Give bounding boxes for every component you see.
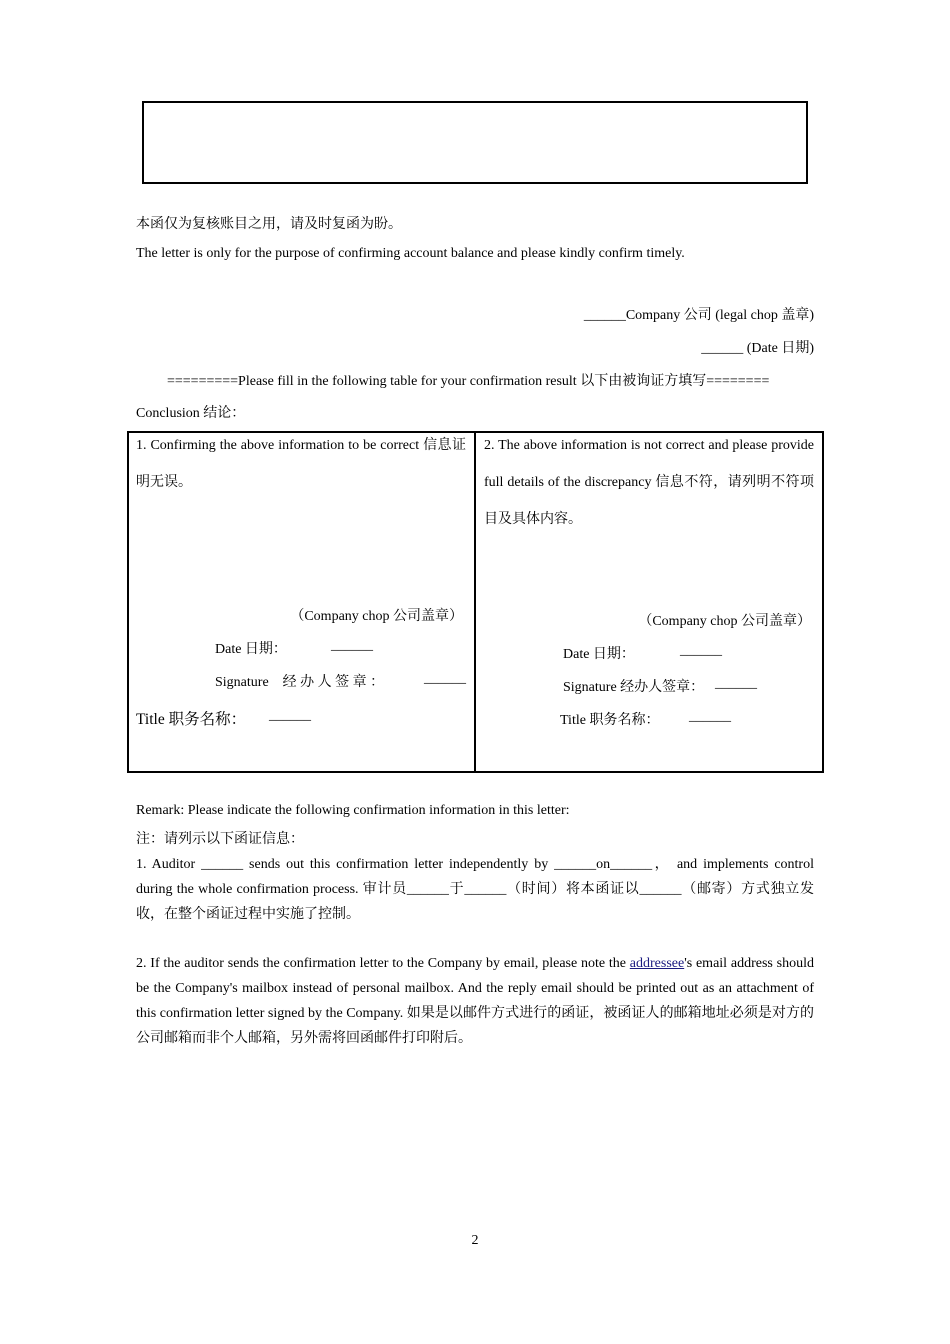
remark-item-1: 1. Auditor ______ sends out this confirmation letter independently by ______on______， and implements control during the whole confirmation process. 审计员______于______（时间）将本函证以______（邮寄）方式独立发收，在整个函证过程中实施了控制。 [136, 857, 814, 922]
right-date-label: Date 日期： [563, 647, 635, 662]
intro-cn-line: 本函仅为复核账目之用，请及时复函为盼。 [136, 217, 402, 232]
page-number: 2 [471, 1233, 479, 1248]
remark-item-2 [136, 951, 814, 1051]
table-divider [474, 431, 476, 773]
remark-item-2-after: 's email address should be the Company's mailbox instead of personal mailbox. And the reply email should be printed out as an attachment of this confirmation letter signed by the Company. 如果是以邮件方式进行的函证，被函证人的邮箱地址必须是对方的公司邮箱而非个人邮箱，另外需将回函邮件打印附后。 [136, 956, 814, 1046]
right-signature-blank[interactable]: ______ [715, 676, 757, 691]
left-date-blank[interactable]: ______ [331, 638, 373, 653]
left-signature-label: Signature 经 办 人 签 章 ： [215, 675, 385, 690]
right-date-blank[interactable]: ______ [680, 643, 722, 658]
remark-title-cn: 注：请列示以下函证信息： [136, 832, 304, 847]
right-cell-text: 2. The above information is not correct and please provide full details of the discrepancy 信息不符，请列明不符项目及具体内容。 [484, 438, 814, 527]
left-company-chop: （Company chop 公司盖章） [290, 609, 463, 624]
right-title-blank[interactable]: ______ [689, 709, 731, 724]
addressee-link[interactable]: addressee [629, 956, 685, 971]
date-line: ______ (Date 日期) [701, 341, 814, 356]
left-title-blank[interactable]: ______ [269, 708, 311, 723]
left-date-label: Date 日期： [215, 642, 287, 657]
right-company-chop: （Company chop 公司盖章） [638, 614, 811, 629]
remark-item-2-before: 2. If the auditor sends the confirmation letter to the Company by email, please note the [136, 956, 630, 971]
intro-en-line: The letter is only for the purpose of confirming account balance and please kindly confirm timely. [136, 246, 685, 261]
empty-header-box [142, 101, 808, 184]
company-chop-line: ______Company 公司 (legal chop 盖章) [583, 308, 814, 323]
conclusion-label: Conclusion 结论： [136, 406, 246, 421]
left-signature-blank[interactable]: ______ [424, 671, 466, 686]
left-title-label: Title 职务名称： [136, 711, 247, 728]
right-title-label: Title 职务名称： [560, 713, 660, 728]
left-cell-text: 1. Confirming the above information to be correct 信息证明无误。 [136, 438, 466, 490]
fill-instruction: =========Please fill in the following table for your confirmation result 以下由被询证方填写======== [167, 374, 770, 389]
remark-title-en: Remark: Please indicate the following confirmation information in this letter: [136, 803, 570, 818]
right-signature-label: Signature 经办人签章： [563, 680, 705, 695]
